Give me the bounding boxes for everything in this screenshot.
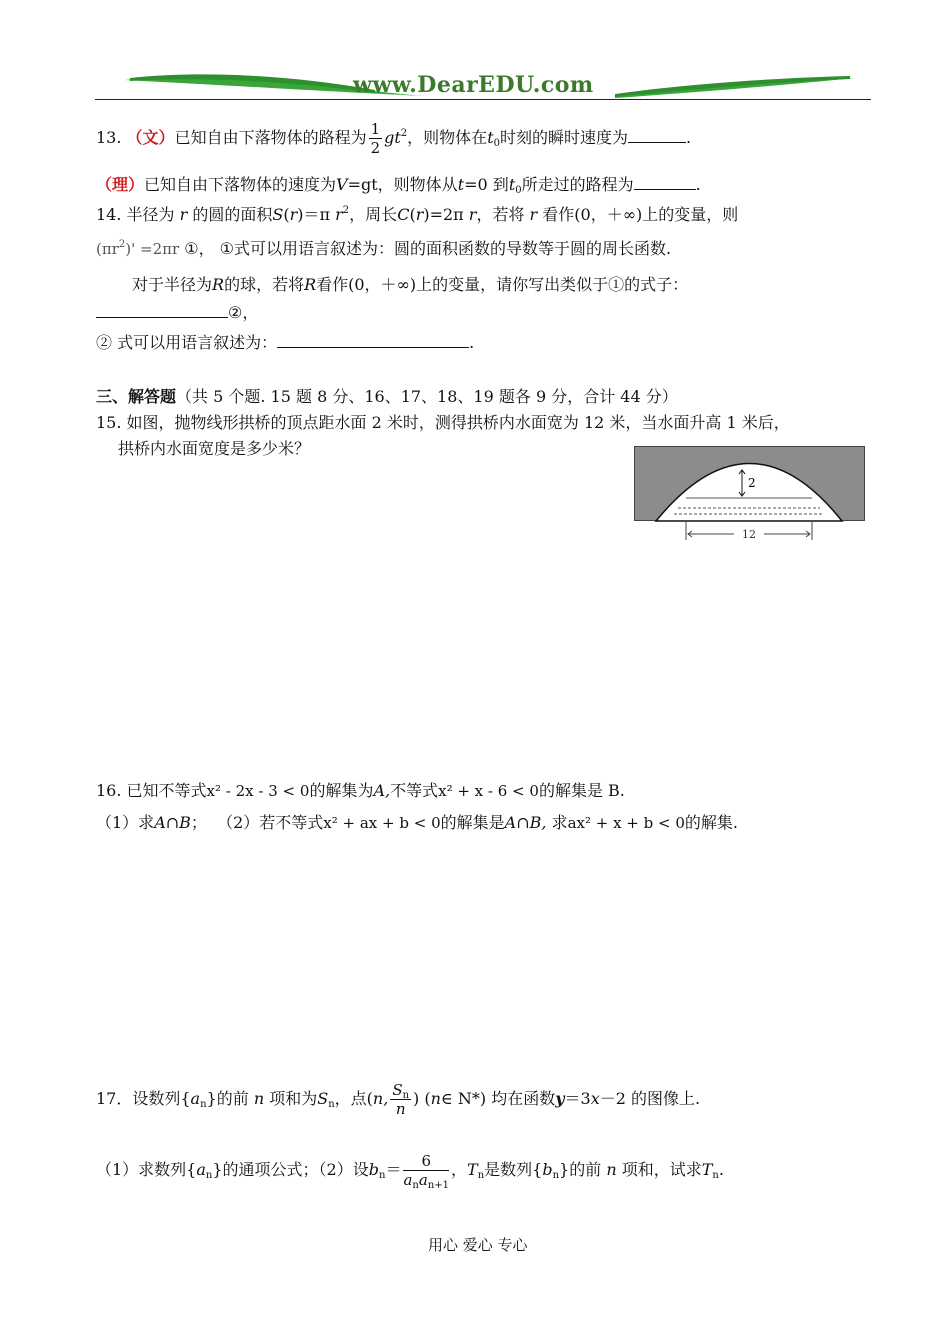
site-logo-text: www.DearEDU.com bbox=[353, 72, 594, 98]
q17-sub-n: n bbox=[200, 1099, 207, 1110]
q17-eq: ＝ bbox=[385, 1160, 402, 1179]
q14-R: R bbox=[212, 275, 225, 294]
q14-text-f: )=2 bbox=[423, 205, 454, 224]
q14-line5 bbox=[96, 330, 474, 353]
q14-text-g: ，若将 bbox=[476, 205, 525, 224]
q13-fraction bbox=[369, 120, 383, 157]
section-note: （共 5 个题. 15 题 8 分、16、17、18、19 题各 9 分，合计 44 分） bbox=[176, 387, 678, 406]
q17-part1b: }的通项公式；（2）设 bbox=[212, 1160, 369, 1179]
q16-line1 bbox=[96, 778, 625, 801]
q17-text-f: ) 均在函数 bbox=[479, 1089, 556, 1108]
q17-den-a1: a bbox=[403, 1171, 413, 1189]
q17-n4: n bbox=[606, 1160, 617, 1179]
q14-statement: ①， ①式可以用语言叙述为：圆的面积函数的导数等于圆的周长函数. bbox=[184, 239, 672, 258]
q14-paren: ( bbox=[283, 205, 290, 224]
q14-R2: R bbox=[304, 275, 317, 294]
q17-a: a bbox=[190, 1089, 201, 1108]
q17-sub-n2: n bbox=[328, 1099, 335, 1110]
q17-line1 bbox=[96, 1076, 700, 1122]
q17-part2e: 项和，试求 bbox=[621, 1160, 702, 1179]
q14-text3a: 对于半径为 bbox=[132, 275, 213, 294]
q17-T2: T bbox=[701, 1160, 713, 1179]
q17-in: ∈ N* bbox=[440, 1089, 480, 1108]
q17-end: . bbox=[718, 1160, 724, 1179]
q14-line4 bbox=[96, 300, 258, 323]
q14-statement-blank[interactable] bbox=[277, 333, 469, 348]
q14-text: 14. 半径为 bbox=[96, 205, 175, 224]
q13-text2: ，则物体在 bbox=[407, 128, 488, 147]
q17-T: T bbox=[467, 1160, 478, 1179]
q16-line2 bbox=[96, 810, 738, 833]
q15-line2: 拱桥内水面宽度是多少米？ bbox=[118, 439, 311, 458]
q16-part1: （1）求 bbox=[96, 813, 155, 832]
q16-AB: A∩B bbox=[154, 813, 191, 832]
q14-text3b: 的球，若将 bbox=[224, 275, 305, 294]
q17-n: n bbox=[253, 1089, 265, 1108]
q17-T2-sub: n bbox=[712, 1170, 719, 1181]
q17-x: x bbox=[590, 1089, 600, 1108]
q17-n3: n bbox=[430, 1089, 441, 1108]
q14-text-b: 的圆的面积 bbox=[192, 205, 273, 224]
q13-expr: gt bbox=[384, 128, 401, 147]
q17-b2: b bbox=[542, 1160, 553, 1179]
q14-end: . bbox=[469, 333, 475, 352]
q14-r4: r bbox=[415, 205, 424, 224]
q14-r: r bbox=[179, 205, 188, 224]
q17-bn-fraction bbox=[403, 1152, 449, 1189]
q14-pi: π bbox=[319, 205, 331, 224]
q13-line1 bbox=[96, 118, 691, 158]
q13-li-end: . bbox=[695, 175, 701, 194]
q17-S: S bbox=[317, 1089, 329, 1108]
q16-part1-end: ； bbox=[190, 813, 207, 832]
q17-text-b: }的前 bbox=[206, 1089, 249, 1108]
q17-den-a2: a bbox=[418, 1171, 428, 1189]
q13-t3: t bbox=[508, 175, 516, 194]
q17-text-e: ) ( bbox=[413, 1089, 431, 1108]
q14-text3c: 看作(0，＋∞)上的变量，请你写出类似于①的式子： bbox=[316, 275, 689, 294]
q17-n2: n, bbox=[372, 1089, 389, 1108]
q14-r5: r bbox=[468, 205, 477, 224]
q17-b: b bbox=[368, 1160, 379, 1179]
q17-comma: ， bbox=[451, 1160, 468, 1179]
q17-part1: （1）求数列{ bbox=[96, 1160, 197, 1179]
q17-func2: －2 的图像上. bbox=[599, 1089, 701, 1108]
frac-denominator: 2 bbox=[370, 139, 381, 157]
q16-part2: （2）若不等式 bbox=[217, 813, 324, 832]
q14-circle2: ②， bbox=[228, 303, 259, 322]
q16-text-c: 不等式 bbox=[390, 781, 439, 800]
page-footer: 用心 爱心 专心 bbox=[428, 1236, 528, 1254]
leaf-swoosh-right-icon bbox=[615, 68, 855, 102]
q13-v: V bbox=[336, 175, 348, 194]
q17-frac-sub: n bbox=[402, 1090, 410, 1101]
q16-text-b: 的解集为 bbox=[309, 781, 374, 800]
q17-den-sub2: n+1 bbox=[427, 1180, 450, 1191]
q17-fraction bbox=[390, 1081, 411, 1118]
q16-ineq2: x² + x - 6 < 0 bbox=[438, 782, 539, 800]
q17-text-c: 项和为 bbox=[269, 1089, 318, 1108]
q14-line2: $(\pi r^2)' =2\pi r$ ①， ①式可以用语言叙述为：圆的面积函数的导数等于圆的周长函数. bbox=[96, 239, 672, 258]
header-rule bbox=[95, 99, 871, 100]
header-banner bbox=[95, 68, 871, 102]
q17-part2c: 是数列{ bbox=[484, 1160, 543, 1179]
q16-ineq1: x² - 2x - 3 < 0 bbox=[206, 782, 310, 800]
q14-text5: ② 式可以用语言叙述为： bbox=[96, 333, 278, 352]
q13-wen-tag: （文） bbox=[126, 128, 175, 147]
q15-line1: 15. 如图，抛物线形拱桥的顶点距水面 2 米时，测得拱桥内水面宽为 12 米，当水面升高 1 米后， bbox=[96, 413, 790, 432]
q14-text-h: 看作(0，＋∞)上的变量，则 bbox=[542, 205, 739, 224]
q16-part2b: 的解集是 bbox=[440, 813, 505, 832]
q14-r6: r bbox=[529, 205, 538, 224]
q13-li-text4: 所走过的路程为 bbox=[521, 175, 634, 194]
q14-pi2: π bbox=[453, 205, 464, 224]
q16-A: A, bbox=[373, 781, 391, 800]
q13-li-answer-blank[interactable] bbox=[634, 175, 696, 190]
q14-text-e: ，周长 bbox=[349, 205, 398, 224]
q17-frac-num: 6 bbox=[403, 1152, 449, 1171]
q13-answer-blank[interactable] bbox=[628, 128, 686, 143]
q13-t2: t bbox=[457, 175, 465, 194]
q14-C: C bbox=[397, 205, 410, 224]
q14-formula-blank[interactable] bbox=[96, 303, 228, 318]
q17-b2-sub: n bbox=[552, 1170, 560, 1181]
q14-line3 bbox=[132, 272, 688, 295]
q17-T-sub: n bbox=[477, 1170, 485, 1181]
q17-frac-n: n bbox=[395, 1100, 406, 1118]
q17-func: ＝3 bbox=[564, 1089, 591, 1108]
q14-derivative-expr: (πr bbox=[96, 240, 119, 258]
q13-text: 已知自由下落物体的路程为 bbox=[174, 128, 367, 147]
q16-ineq3: x² + ax + b < 0 bbox=[323, 814, 441, 832]
q13-number: 13. bbox=[96, 128, 122, 147]
q14-r2: r bbox=[289, 205, 298, 224]
q13-line2 bbox=[96, 172, 701, 195]
q13-li-text3: =0 到 bbox=[464, 175, 509, 194]
q13-li-text2: =gt，则物体从 bbox=[347, 175, 458, 194]
q16-part2d: 的解集. bbox=[684, 813, 738, 832]
q17-text-d: ，点( bbox=[334, 1089, 373, 1108]
q16-part2c: 求 bbox=[551, 813, 568, 832]
q17-text-a: 17．设数列{ bbox=[96, 1089, 191, 1108]
q17-p1-sub: n bbox=[205, 1170, 213, 1181]
q14-eq: )＝ bbox=[297, 205, 320, 224]
q13-sub2: 0 bbox=[515, 185, 522, 196]
fig-width-label: 12 bbox=[742, 528, 756, 541]
q13-end: . bbox=[686, 128, 692, 147]
section-title: 三、解答题 bbox=[96, 387, 177, 406]
q14-derivative-expr2: )' =2πr bbox=[125, 240, 180, 258]
q17-line2 bbox=[96, 1146, 724, 1194]
section-3-heading bbox=[96, 384, 678, 407]
q13-li-tag: （理） bbox=[96, 175, 145, 194]
q13-exponent: 2 bbox=[400, 128, 408, 139]
fig-height-label: 2 bbox=[748, 476, 756, 490]
q17-y: y bbox=[555, 1089, 565, 1108]
q17-den-sub1: n bbox=[412, 1180, 419, 1191]
q17-b-sub: n bbox=[379, 1170, 386, 1181]
q14-S: S bbox=[272, 205, 284, 224]
q13-sub: 0 bbox=[493, 138, 500, 149]
q17-frac-S: S bbox=[392, 1081, 403, 1099]
q16-AB2: A∩B, bbox=[504, 813, 547, 832]
q16-ineq4: ax² + x + b < 0 bbox=[567, 814, 685, 832]
q16-text-d: 的解集是 B. bbox=[538, 781, 625, 800]
q17-part2d: }的前 bbox=[559, 1160, 602, 1179]
q14-r3: r bbox=[335, 205, 343, 224]
frac-numerator: 1 bbox=[370, 120, 381, 138]
q17-p1-a: a bbox=[196, 1160, 206, 1179]
q14-line1: 14. 半径为 r 的圆的面积S(r)＝π $r^2$，周长C(r)=2π r，若将 r 看作(0，＋∞)上的变量，则 bbox=[96, 205, 739, 224]
q13-text3: 时刻的瞬时速度为 bbox=[500, 128, 629, 147]
q16-text-a: 16. 已知不等式 bbox=[96, 781, 207, 800]
q13-t: t bbox=[487, 128, 494, 147]
q13-li-text: 已知自由下落物体的速度为 bbox=[144, 175, 337, 194]
arch-bridge-figure bbox=[634, 446, 866, 546]
